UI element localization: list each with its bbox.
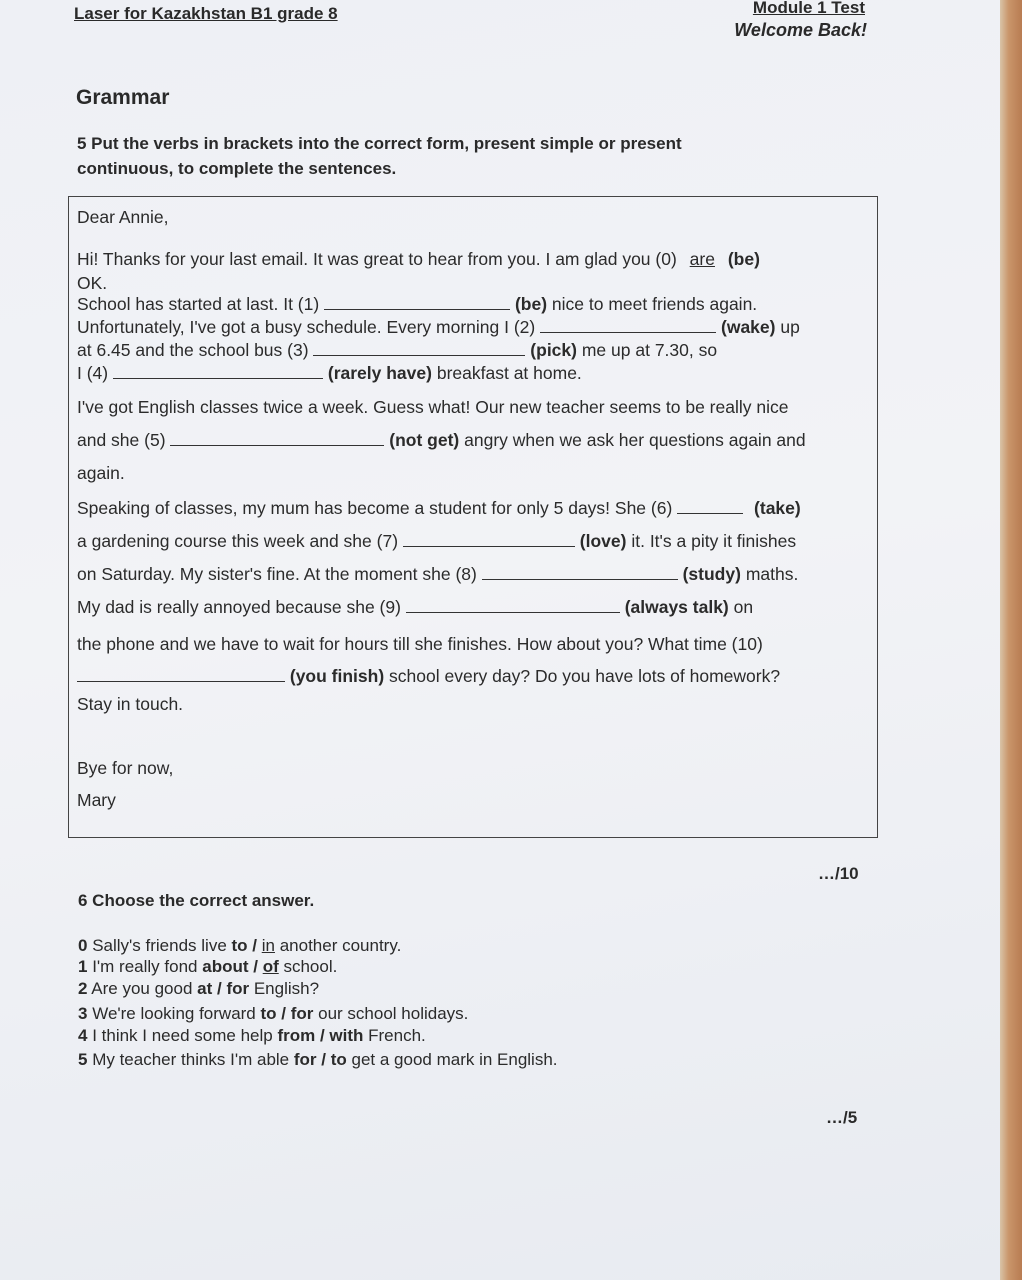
option-1[interactable]: for [293,1050,317,1069]
verb-hint: (always talk) [624,597,729,617]
option-1[interactable]: about [202,957,249,976]
letter-line: School has started at last. It (1) (be) nice to meet friends again. [77,294,758,314]
option-separator: / [316,1050,331,1069]
letter-signature: Mary [77,790,116,810]
answer-blank-10[interactable] [77,667,285,682]
verb-hint: (not get) [389,430,460,450]
option-2[interactable]: with [329,1026,364,1045]
verb-hint: (be) [727,249,760,269]
question-item [78,979,319,999]
letter-line: Speaking of classes, my mum has become a student for only 5 days! She (6) (take) [77,498,801,518]
option-separator: / [248,957,263,976]
option-1[interactable]: at [197,979,213,998]
question-text: We're looking forward [92,1004,256,1023]
answer-blank-1[interactable] [324,295,510,310]
letter-line: a gardening course this week and she (7) (love) it. It's a pity it finishes [77,531,797,551]
question-text-end: English? [253,979,320,998]
course-title: Laser for Kazakhstan B1 grade 8 [74,4,338,23]
letter-line: (you finish) school every day? Do you have lots of homework? [77,666,780,687]
option-1[interactable]: to [231,936,248,955]
exercise-5-instructions [77,131,797,181]
question-text-end: another country. [279,936,402,955]
option-2[interactable]: to [330,1050,347,1069]
option-separator: / [276,1004,291,1023]
verb-hint: (wake) [721,317,776,337]
question-number: 3 [78,1004,88,1023]
verb-hint: (love) [579,531,627,551]
question-text: I think I need some help [92,1026,273,1045]
letter-line: again. [77,463,125,483]
letter-line: I (4) (rarely have) breakfast at home. [77,363,582,383]
question-text-end: school. [283,957,338,976]
verb-hint: (study) [682,564,741,584]
section-title: Grammar [76,86,170,109]
question-number: 1 [78,957,88,976]
exercise-6-title: 6 Choose the correct answer. [78,891,315,910]
question-text: Sally's friends live [92,936,227,955]
letter-line: Unfortunately, I've got a busy schedule. Every morning I (2) (wake) up [77,317,800,337]
verb-hint: (you finish) [289,666,385,686]
answer-blank-3[interactable] [313,341,525,356]
instr-line-1: 5 Put the verbs in brackets into the correct form, present simple or present [77,134,682,153]
letter-line: I've got English classes twice a week. Guess what! Our new teacher seems to be really nice [77,397,789,417]
letter-line: OK. [77,273,108,293]
question-item [78,936,401,956]
option-separator: / [315,1026,330,1045]
question-number: 2 [78,979,88,998]
letter-line: on Saturday. My sister's fine. At the moment she (8) (study) maths. [77,564,799,584]
option-2[interactable]: for [290,1004,314,1023]
question-text-end: get a good mark in English. [351,1050,558,1069]
letter-greeting: Dear Annie, [77,207,169,227]
question-number: 4 [78,1026,88,1045]
question-text: Are you good [91,979,193,998]
question-number: 0 [78,936,88,955]
option-1[interactable]: to [260,1004,277,1023]
answer-blank-2[interactable] [540,318,716,333]
question-item [78,1004,468,1024]
instr-line-2: continuous, to complete the sentences. [77,159,397,178]
letter-line: and she (5) (not get) angry when we ask her questions again and [77,430,806,450]
answer-blank-8[interactable] [482,565,678,580]
question-text-end: our school holidays. [318,1004,469,1023]
answer-blank-6[interactable] [677,499,743,514]
answer-blank-5[interactable] [170,431,384,446]
answer-blank-4[interactable] [113,364,323,379]
letter-line: My dad is really annoyed because she (9) (always talk) on [77,597,754,617]
letter-line: Hi! Thanks for your last email. It was great to hear from you. I am glad you (0) are (be) [77,249,760,269]
question-text-end: French. [368,1026,426,1045]
option-separator: / [212,979,227,998]
option-2[interactable]: for [226,979,250,998]
question-item [78,1050,558,1070]
letter-line: at 6.45 and the school bus (3) (pick) me up at 7.30, so [77,340,718,360]
example-answer: are [689,249,715,269]
option-separator: / [247,936,262,955]
module-subtitle: Welcome Back! [734,20,867,40]
question-text: My teacher thinks I'm able [92,1050,290,1069]
verb-hint: (pick) [530,340,577,360]
exercise-6-score: …/5 [826,1108,858,1127]
verb-hint: (rarely have) [327,363,432,383]
question-item [78,1026,426,1046]
exercise-5-score: …/10 [818,864,859,883]
option-2[interactable]: of [262,957,279,976]
letter-line: the phone and we have to wait for hours till she finishes. How about you? What time (10) [77,634,763,654]
option-2[interactable]: in [261,936,275,955]
module-title: Module 1 Test [752,0,865,17]
verb-hint: (be) [514,294,548,314]
question-text: I'm really fond [92,957,198,976]
letter-closing: Stay in touch. [77,694,184,714]
letter-signoff: Bye for now, [77,758,174,778]
table-edge [1000,0,1022,1280]
question-item [78,957,337,977]
option-1[interactable]: from [277,1026,316,1045]
answer-blank-7[interactable] [403,532,575,547]
question-number: 5 [78,1050,88,1069]
answer-blank-9[interactable] [406,598,620,613]
verb-hint: (take) [754,498,801,518]
